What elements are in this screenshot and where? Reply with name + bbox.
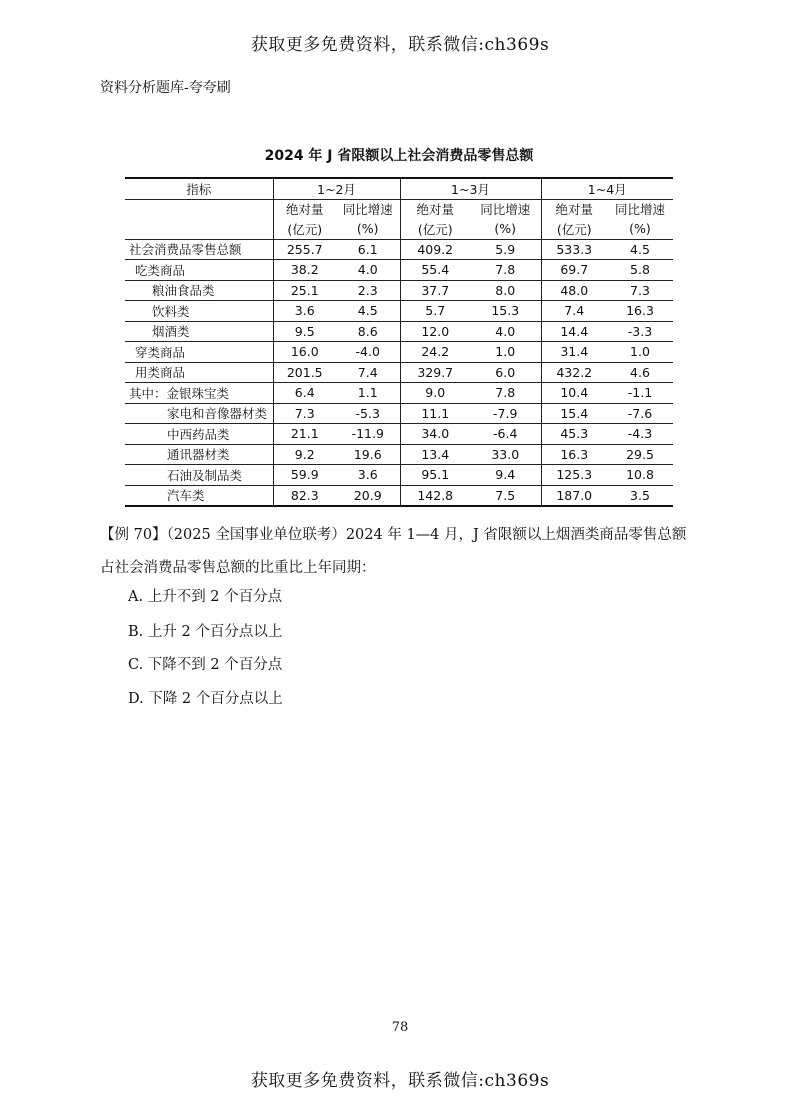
cell-absolute: 15.4 (541, 403, 607, 424)
table-row (125, 403, 673, 424)
cell-growth-rate: 3.6 (336, 465, 400, 486)
table-row (125, 465, 673, 486)
cell-absolute: 432.2 (541, 362, 607, 383)
subheader-abs: 绝对量 (285, 202, 324, 218)
cell-growth-rate: 15.3 (470, 301, 541, 322)
cell-absolute: 9.0 (400, 383, 470, 404)
cell-growth-rate: -4.3 (607, 424, 673, 445)
cell-growth-rate: 8.6 (336, 321, 400, 342)
cell-growth-rate: -6.4 (470, 424, 541, 445)
cell-growth-rate: 4.6 (607, 362, 673, 383)
row-label: 社会消费品零售总额 (125, 239, 273, 260)
cell-growth-rate: 2.3 (336, 280, 400, 301)
row-label: 吃类商品 (125, 260, 273, 281)
option-d[interactable]: D. 下降 2 个百分点以上 (128, 691, 283, 707)
cell-growth-rate: 20.9 (336, 485, 400, 506)
cell-absolute: 34.0 (400, 424, 470, 445)
table-row (125, 485, 673, 506)
cell-absolute: 142.8 (400, 485, 470, 506)
watermark-bottom: 获取更多免费资料，联系微信:ch369s (250, 1071, 550, 1091)
retail-sales-table (125, 177, 673, 507)
subheader-rate-unit: (%) (336, 219, 400, 239)
table-title: 2024 年 J 省限额以上社会消费品零售总额 (264, 148, 534, 164)
row-label: 烟酒类 (125, 321, 273, 342)
cell-absolute: 38.2 (273, 260, 336, 281)
option-a[interactable]: A. 上升不到 2 个百分点 (128, 589, 283, 605)
cell-absolute: 14.4 (541, 321, 607, 342)
cell-growth-rate: 16.3 (607, 301, 673, 322)
cell-absolute: 7.4 (541, 301, 607, 322)
cell-absolute: 9.2 (273, 444, 336, 465)
cell-absolute: 533.3 (541, 239, 607, 260)
cell-absolute: 16.0 (273, 342, 336, 363)
cell-growth-rate: 4.0 (336, 260, 400, 281)
cell-growth-rate: 7.4 (336, 362, 400, 383)
cell-absolute: 82.3 (273, 485, 336, 506)
cell-growth-rate: -1.1 (607, 383, 673, 404)
cell-growth-rate: 1.1 (336, 383, 400, 404)
cell-absolute: 409.2 (400, 239, 470, 260)
cell-growth-rate: 5.9 (470, 239, 541, 260)
table-row (125, 260, 673, 281)
cell-growth-rate: -4.0 (336, 342, 400, 363)
cell-growth-rate: -5.3 (336, 403, 400, 424)
header-period-1: 1~2月 (273, 178, 400, 199)
table-row (125, 424, 673, 445)
cell-absolute: 69.7 (541, 260, 607, 281)
subheader-abs-unit: (亿元) (400, 219, 470, 239)
row-label: 石油及制品类 (125, 465, 273, 486)
cell-growth-rate: 7.5 (470, 485, 541, 506)
cell-growth-rate: 7.8 (470, 383, 541, 404)
cell-absolute: 31.4 (541, 342, 607, 363)
row-label: 汽车类 (125, 485, 273, 506)
option-c[interactable]: C. 下降不到 2 个百分点 (128, 657, 283, 673)
cell-growth-rate: 4.5 (336, 301, 400, 322)
cell-absolute: 201.5 (273, 362, 336, 383)
cell-growth-rate: 5.8 (607, 260, 673, 281)
cell-absolute: 13.4 (400, 444, 470, 465)
subheader-rate-unit: (%) (470, 219, 541, 239)
subheader-abs: 绝对量 (416, 202, 454, 218)
table-row (125, 321, 673, 342)
cell-absolute: 95.1 (400, 465, 470, 486)
cell-absolute: 37.7 (400, 280, 470, 301)
subheader-abs: 绝对量 (555, 202, 593, 218)
cell-growth-rate: 6.1 (336, 239, 400, 260)
cell-absolute: 48.0 (541, 280, 607, 301)
cell-growth-rate: 4.0 (470, 321, 541, 342)
subheader-rate: 同比增速 (614, 202, 665, 218)
table-subheader-units-row (125, 219, 673, 239)
table-row (125, 342, 673, 363)
document-subtitle: 资料分析题库-夸夸刷 (100, 80, 231, 96)
cell-absolute: 5.7 (400, 301, 470, 322)
cell-growth-rate: 8.0 (470, 280, 541, 301)
page-number: 78 (391, 1020, 409, 1035)
cell-absolute: 16.3 (541, 444, 607, 465)
row-label: 粮油食品类 (125, 280, 273, 301)
cell-growth-rate: -7.9 (470, 403, 541, 424)
row-label: 其中：金银珠宝类 (125, 383, 273, 404)
subheader-abs-unit: (亿元) (273, 219, 336, 239)
question-label: 【例 70】 (100, 527, 167, 543)
table-row (125, 239, 673, 260)
table-row (125, 280, 673, 301)
row-label: 用类商品 (125, 362, 273, 383)
subheader-abs-unit: (亿元) (541, 219, 607, 239)
row-label: 穿类商品 (125, 342, 273, 363)
cell-growth-rate: 33.0 (470, 444, 541, 465)
header-period-3: 1~4月 (541, 178, 673, 199)
table-subheader-row (125, 199, 673, 219)
cell-growth-rate: 19.6 (336, 444, 400, 465)
cell-growth-rate: 7.8 (470, 260, 541, 281)
cell-absolute: 24.2 (400, 342, 470, 363)
cell-absolute: 21.1 (273, 424, 336, 445)
cell-growth-rate: 9.4 (470, 465, 541, 486)
cell-growth-rate: 4.5 (607, 239, 673, 260)
cell-growth-rate: -3.3 (607, 321, 673, 342)
cell-absolute: 255.7 (273, 239, 336, 260)
cell-absolute: 125.3 (541, 465, 607, 486)
question-source: （2025 全国事业单位联考） (166, 527, 346, 543)
cell-absolute: 329.7 (400, 362, 470, 383)
table-row (125, 362, 673, 383)
table-row (125, 383, 673, 404)
cell-absolute: 11.1 (400, 403, 470, 424)
cell-absolute: 59.9 (273, 465, 336, 486)
cell-absolute: 6.4 (273, 383, 336, 404)
question-text-line2: 占社会消费品零售总额的比重比上年同期： (100, 560, 376, 576)
subheader-rate: 同比增速 (470, 199, 541, 219)
row-label: 中西药品类 (125, 424, 273, 445)
question (100, 519, 710, 585)
cell-growth-rate: 10.8 (607, 465, 673, 486)
cell-growth-rate: -7.6 (607, 403, 673, 424)
cell-absolute: 55.4 (400, 260, 470, 281)
cell-growth-rate: 6.0 (470, 362, 541, 383)
cell-absolute: 45.3 (541, 424, 607, 445)
cell-absolute: 12.0 (400, 321, 470, 342)
cell-absolute: 10.4 (541, 383, 607, 404)
cell-growth-rate: 1.0 (607, 342, 673, 363)
cell-absolute: 187.0 (541, 485, 607, 506)
cell-absolute: 7.3 (273, 403, 336, 424)
table-row (125, 444, 673, 465)
cell-absolute: 9.5 (273, 321, 336, 342)
row-label: 饮料类 (125, 301, 273, 322)
header-period-2: 1~3月 (400, 178, 541, 199)
header-indicator: 指标 (125, 178, 273, 199)
subheader-rate-unit: (%) (607, 219, 673, 239)
cell-growth-rate: -11.9 (336, 424, 400, 445)
cell-growth-rate: 1.0 (470, 342, 541, 363)
cell-growth-rate: 29.5 (607, 444, 673, 465)
option-b[interactable]: B. 上升 2 个百分点以上 (128, 624, 283, 640)
watermark-top: 获取更多免费资料，联系微信:ch369s (250, 35, 550, 55)
table-row (125, 301, 673, 322)
cell-growth-rate: 3.5 (607, 485, 673, 506)
cell-absolute: 3.6 (273, 301, 336, 322)
row-label: 家电和音像器材类 (125, 403, 273, 424)
cell-growth-rate: 7.3 (607, 280, 673, 301)
table-body (125, 239, 673, 506)
row-label: 通讯器材类 (125, 444, 273, 465)
cell-absolute: 25.1 (273, 280, 336, 301)
question-text-line1: 2024 年 1—4 月，J 省限额以上烟酒类商品零售总额 (345, 527, 687, 543)
table-header-row (125, 178, 673, 199)
subheader-rate: 同比增速 (336, 199, 400, 219)
